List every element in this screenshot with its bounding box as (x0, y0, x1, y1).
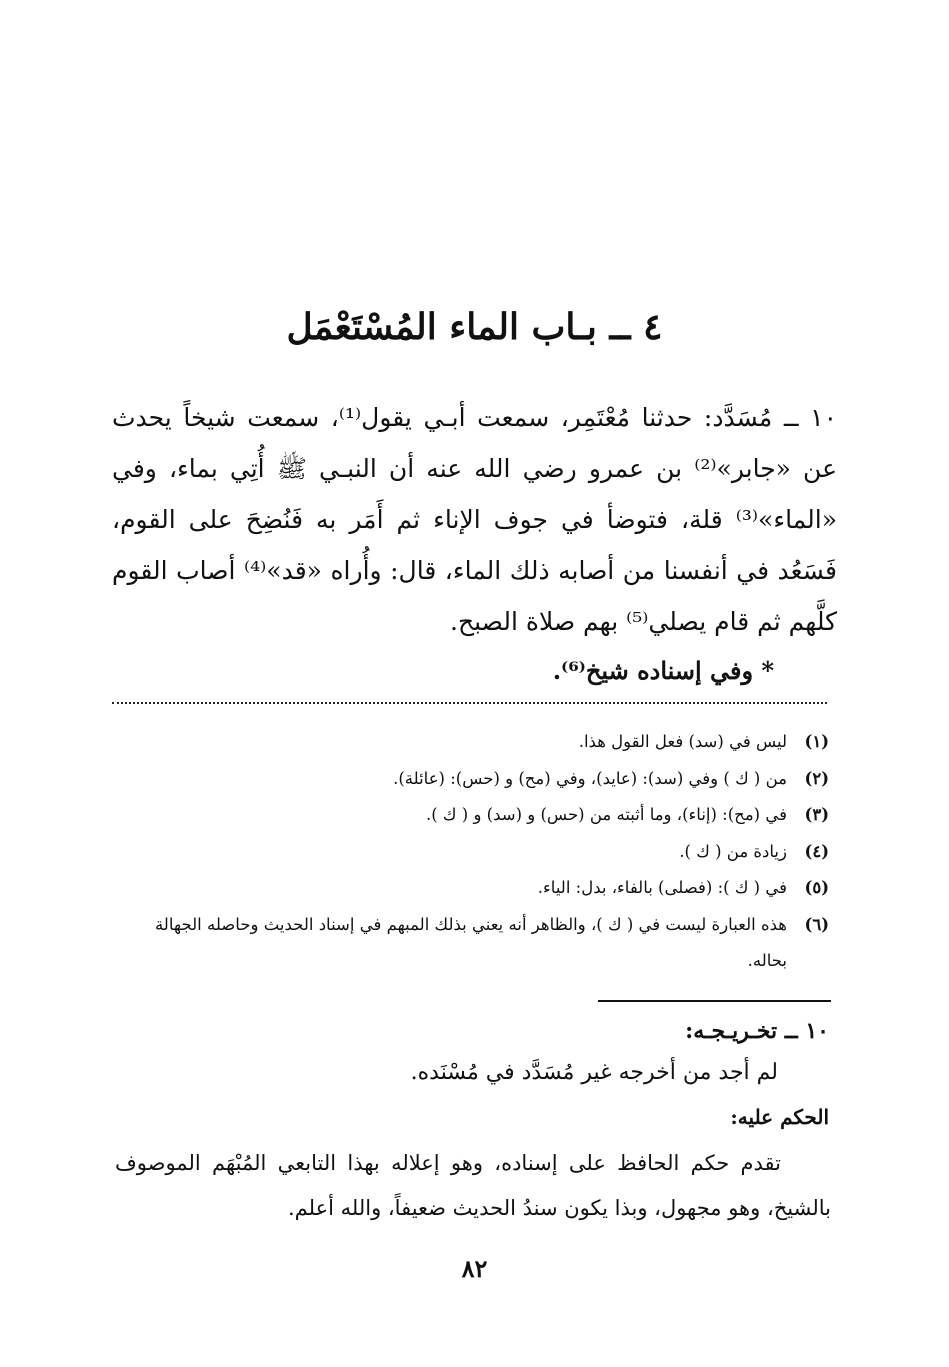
footnotes-list (117, 724, 829, 980)
takhrij-text: لم أجد من أخرجه غير مُسَدَّد في مُسْنَده. (410, 1060, 778, 1085)
footnote-number: (٢) (804, 768, 829, 788)
footnote-number: (٦) (804, 914, 829, 934)
footnote-text: زيادة من ( ك ). (679, 841, 787, 861)
page-number: ٨٢ (461, 1254, 488, 1283)
hadith-text-block (112, 392, 837, 647)
footnote-item (117, 870, 829, 907)
footnote-number: (٥) (804, 878, 829, 897)
isnad-note: * وفي إسناده شيخ⁽⁶⁾. (552, 656, 774, 685)
hukm-text-block (115, 1141, 831, 1231)
hadith-paragraph: ١٠ ــ مُسَدَّد: حدثنا مُعْتَمِر، سمعت أبـي يقول⁽¹⁾، سمعت شيخاً يحدث عن «جابر»⁽²⁾ بن عمرو رضي الله عنه أن النبـي ﷺ أُتِي بماء، وفي «الماء»⁽³⁾ قلة، فتوضأ في جوف الإناء ثم أَمَر به فَنُضِحَ على القوم، فَسَعُد في أنفسنا من أصابه ذلك الماء، قال: وأُراه «قد»⁽⁴⁾ أصاب القوم كلَّهم ثم قام يصلي⁽⁵⁾ بهم صلاة الصبح. (112, 403, 838, 636)
takhrij-heading: ١٠ ــ تخـريـجـه: (685, 1018, 829, 1044)
footnote-item (117, 834, 829, 871)
footnote-text: في ( ك ): (فصلى) بالفاء، بدل: الياء. (537, 878, 787, 897)
section-separator-line (598, 1000, 831, 1002)
footnote-item (117, 907, 829, 980)
footnote-text: هذه العبارة ليست في ( ك )، والظاهر أنه يعني بذلك المبهم في إسناد الحديث وحاصله الجهالة بحاله. (154, 914, 787, 970)
footnote-item (117, 797, 829, 834)
footnote-text: ليس في (سد) فعل القول هذا. (578, 732, 787, 751)
footnote-number: (٣) (804, 805, 829, 824)
hukm-heading: الحكم عليه: (730, 1105, 829, 1129)
footnote-item (117, 724, 829, 761)
footnote-text: من ( ك ) وفي (سد): (عايد)، وفي (مح) و (حس): (عائلة). (393, 768, 787, 788)
footnote-item (117, 761, 829, 798)
footnote-separator-dotted (112, 702, 827, 704)
chapter-title: ٤ ــ بـاب الماء المُسْتَعْمَل (286, 306, 663, 348)
hukm-paragraph: تقدم حكم الحافظ على إسناده، وهو إعلاله بهذا التابعي المُبْهَم الموصوف بالشيخ، وهو مجهول، وبذا يكون سندُ الحديث ضعيفاً، والله أعلم. (115, 1151, 831, 1220)
footnote-number: (٤) (804, 841, 829, 861)
footnote-text: في (مح): (إناء)، وما أثبته من (حس) و (سد) و ( ك ). (425, 805, 787, 824)
footnote-number: (١) (804, 732, 829, 751)
